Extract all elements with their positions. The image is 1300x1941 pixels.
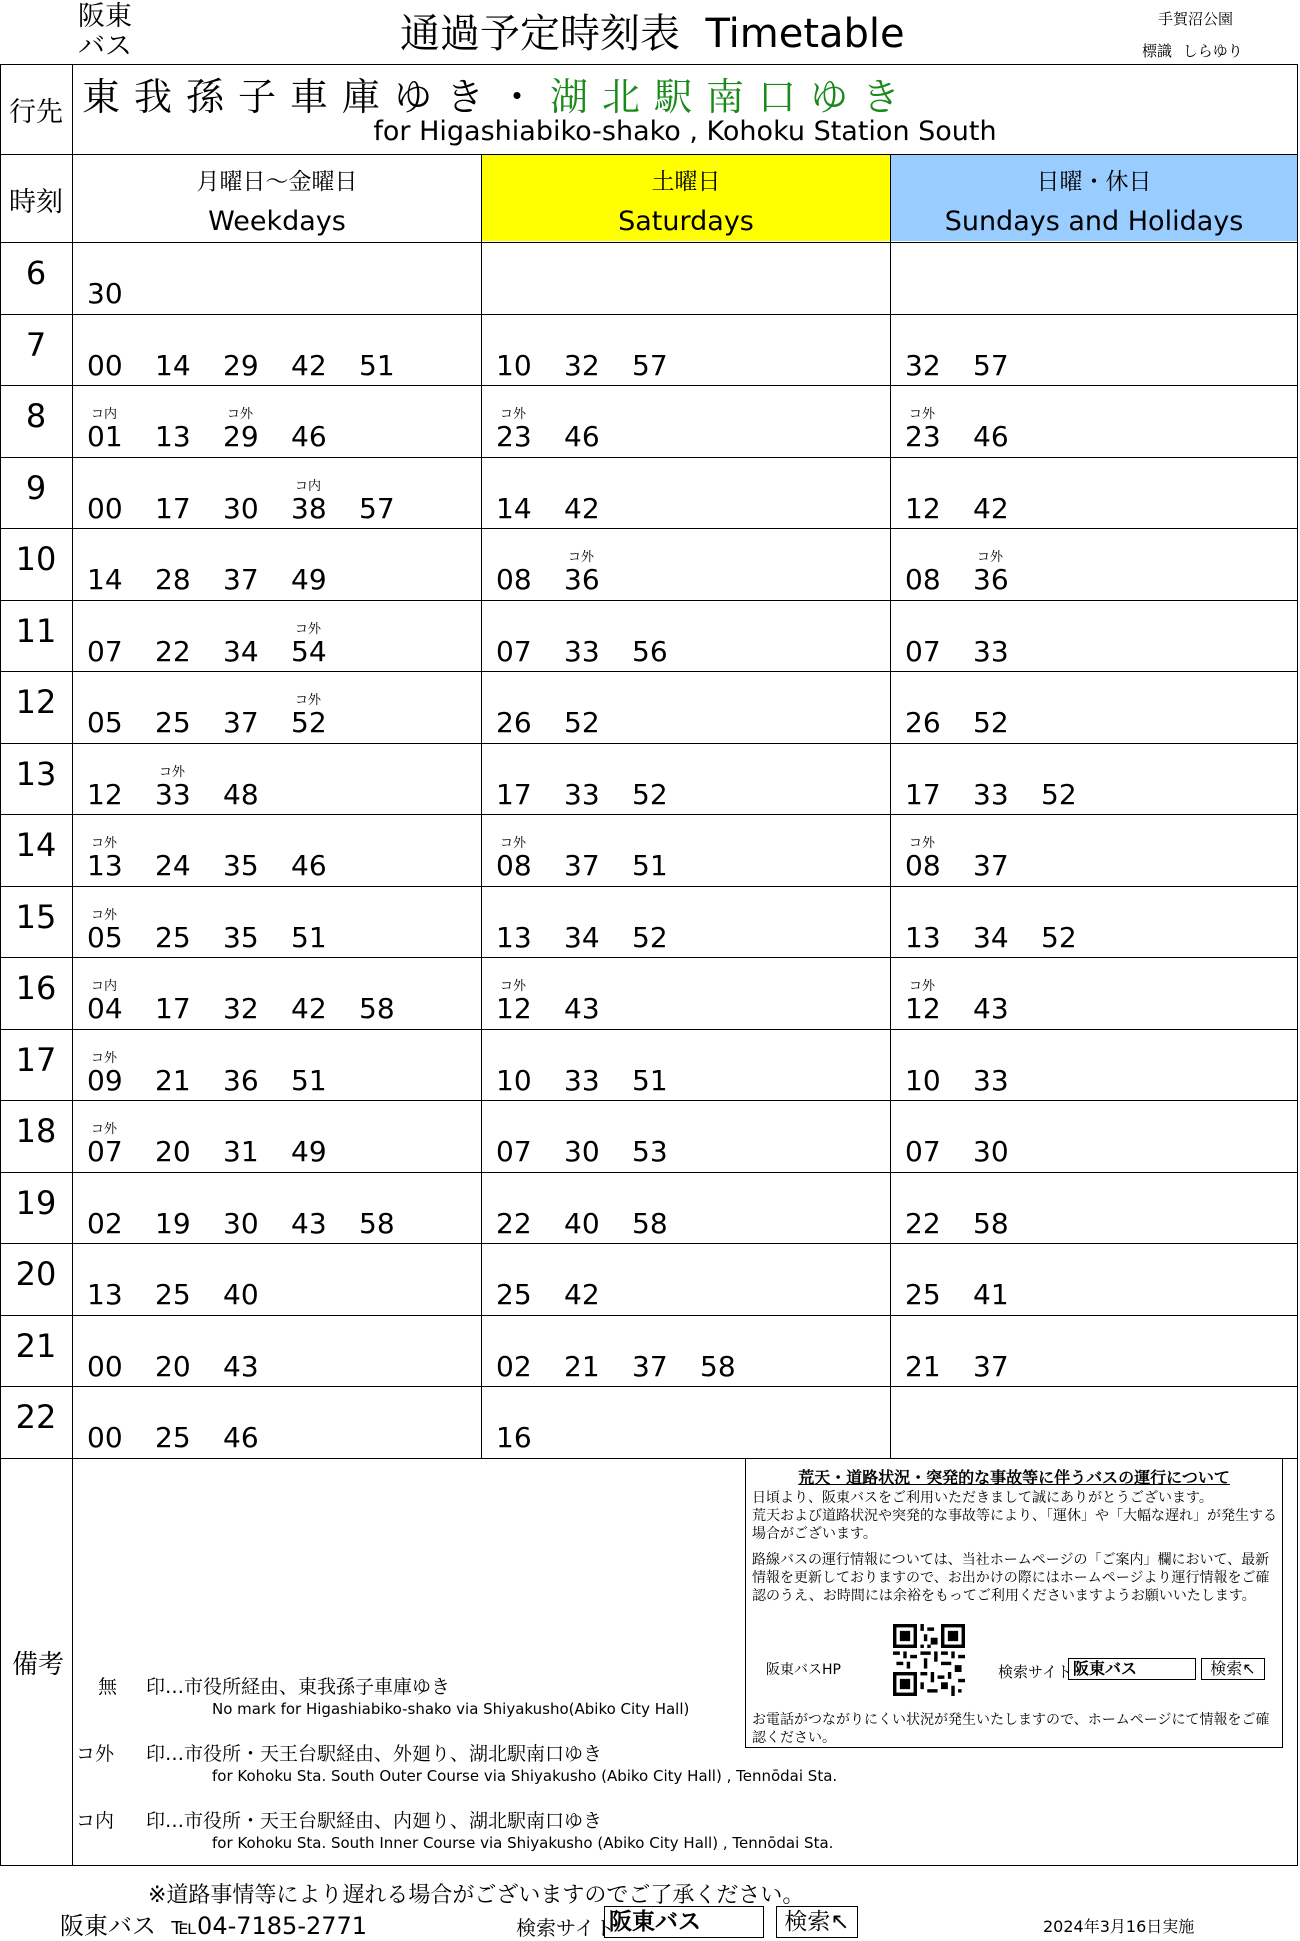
departure-minute: 20: [155, 1135, 191, 1168]
title-en: Timetable: [705, 11, 905, 57]
destination-separator: ・: [498, 75, 551, 119]
hour-label: 19: [15, 1183, 57, 1222]
departure-minute: 29: [223, 420, 259, 453]
departure-minute: 32: [564, 348, 600, 382]
departure-minute: 52: [564, 706, 600, 739]
row-divider: [0, 457, 1298, 458]
footer-contact: [60, 1906, 367, 1941]
departure-minute: 13: [87, 1278, 123, 1311]
route-mark: コ外: [500, 407, 527, 422]
row-divider: [0, 743, 1298, 744]
homepage-label: 阪東バスHP: [766, 1662, 841, 1678]
route-mark: コ外: [977, 550, 1004, 565]
legend-inner-jp: 印…市役所・天王台駅経由、内廻り、湖北駅南口ゆき: [146, 1810, 603, 1832]
route-mark: コ外: [500, 836, 527, 851]
departure-minute: 25: [155, 920, 191, 954]
sign-value: しらゆり: [1182, 42, 1243, 60]
departure-minute: 28: [155, 563, 191, 596]
departure-minute: 13: [905, 920, 941, 954]
departure-minute: 37: [973, 849, 1009, 882]
sign-key: 標識: [1142, 42, 1173, 60]
departure-minute: 17: [155, 491, 191, 525]
legend-outer-jp: 印…市役所・天王台駅経由、外廻り、湖北駅南口ゆき: [146, 1743, 603, 1765]
route-mark: コ外: [295, 693, 322, 708]
departure-minute: 22: [496, 1206, 532, 1240]
departure-minute: 07: [496, 634, 532, 668]
departure-minute: 04: [87, 992, 123, 1025]
departure-minute: 54: [291, 634, 327, 668]
hour-label: 20: [15, 1255, 57, 1293]
column-sundays-jp: 日曜・休日: [1036, 169, 1152, 195]
departure-minute: 58: [359, 992, 395, 1025]
column-sundays-en: Sundays and Holidays: [944, 206, 1244, 237]
footer-search-button-label: 検索: [784, 1909, 831, 1935]
footer-company-name: 阪東バス: [60, 1912, 156, 1940]
departure-minute: 46: [291, 420, 327, 453]
column-divider: [481, 154, 482, 1458]
destination-en: for Higashiabiko-shako , Kohoku Station South: [373, 116, 997, 147]
departure-minute: 52: [1041, 777, 1077, 811]
departure-minute: 35: [223, 849, 259, 882]
departure-minute: 37: [564, 849, 600, 882]
departure-minute: 58: [359, 1206, 395, 1240]
footer-search-input[interactable]: 阪東バス: [604, 1906, 764, 1938]
route-mark: コ外: [500, 979, 527, 994]
route-mark: コ外: [909, 407, 936, 422]
row-divider: [0, 671, 1298, 672]
row-divider: [0, 814, 1298, 815]
route-mark: コ内: [295, 478, 322, 494]
row-divider: [0, 1172, 1298, 1173]
title-jp: 通過予定時刻表: [400, 11, 680, 57]
column-saturdays: [482, 155, 890, 241]
departure-minute: 49: [291, 563, 327, 596]
departure-minute: 57: [632, 348, 668, 382]
departure-minute: 12: [496, 992, 532, 1025]
departure-minute: 09: [87, 1063, 123, 1097]
departure-minute: 00: [87, 491, 123, 525]
departure-minute: 12: [905, 992, 941, 1025]
row-divider: [0, 314, 1298, 315]
departure-minute: 33: [155, 777, 191, 811]
column-saturdays-en: Saturdays: [618, 206, 754, 237]
departure-minute: 43: [291, 1206, 327, 1240]
departure-minute: 25: [155, 1278, 191, 1311]
departure-minute: 52: [632, 777, 668, 811]
departure-minute: 29: [223, 348, 259, 382]
departure-minute: 02: [87, 1206, 123, 1240]
destination-alt: 湖北駅南口ゆき: [550, 75, 915, 119]
route-mark: コ外: [909, 979, 936, 994]
departure-minute: 56: [632, 634, 668, 668]
destination-main: 東我孫子車庫ゆき: [82, 75, 499, 119]
legend-no-mark-en: No mark for Higashiabiko-shako via Shiyakusho(Abiko City Hall): [212, 1700, 690, 1718]
departure-minute: 24: [155, 849, 191, 882]
hour-label: 17: [15, 1040, 57, 1079]
destination-jp: [82, 66, 914, 121]
departure-minute: 37: [223, 706, 259, 739]
departure-minute: 42: [291, 992, 327, 1025]
footer-search-label: 検索サイト: [516, 1916, 615, 1940]
cursor-icon: ↖: [1242, 1659, 1256, 1678]
departure-minute: 22: [155, 634, 191, 668]
departure-minute: 33: [564, 1063, 600, 1097]
departure-minute: 07: [87, 634, 123, 668]
side-divider: [72, 64, 73, 1865]
departure-minute: 36: [564, 563, 600, 596]
departure-minute: 46: [223, 1421, 259, 1454]
row-divider: [0, 385, 1298, 386]
departure-minute: 23: [905, 420, 941, 453]
departure-minute: 46: [564, 420, 600, 453]
departure-minute: 26: [496, 706, 532, 739]
departure-minute: 36: [973, 563, 1009, 596]
route-mark: コ内: [91, 407, 118, 422]
page-title: [400, 10, 905, 58]
departure-minute: 52: [1041, 920, 1077, 954]
cursor-icon: ↖: [830, 1909, 850, 1935]
departure-minute: 37: [632, 1349, 668, 1383]
company-name: [78, 2, 132, 62]
departure-minute: 07: [905, 1135, 941, 1168]
departure-minute: 40: [223, 1278, 259, 1311]
departure-minute: 37: [973, 1349, 1009, 1383]
route-mark: コ内: [91, 979, 118, 994]
departure-minute: 51: [291, 920, 327, 954]
row-divider: [0, 528, 1298, 529]
departure-minute: 30: [973, 1135, 1009, 1168]
departure-minute: 43: [223, 1349, 259, 1383]
departure-minute: 23: [496, 420, 532, 453]
hour-label: 12: [15, 683, 57, 721]
company-name-line2: バス: [78, 31, 132, 62]
hour-label: 22: [15, 1398, 57, 1436]
departure-minute: 33: [973, 1063, 1009, 1097]
legend-outer-symbol: コ外: [76, 1743, 115, 1765]
legend-outer-en: for Kohoku Sta. South Outer Course via Shiyakusho (Abiko City Hall) , Tennōdai Sta.: [212, 1767, 838, 1785]
notice-paragraph-2: 荒天および道路状況や突発的な事故等により、「運休」や「大幅な遅れ」が発生する場合がございます。: [752, 1508, 1277, 1542]
departure-minute: 21: [564, 1349, 600, 1383]
hour-label: 10: [15, 540, 57, 578]
service-notice: [745, 1458, 1283, 1748]
departure-minute: 57: [973, 348, 1009, 382]
departure-minute: 08: [496, 849, 532, 882]
departure-minute: 49: [291, 1135, 327, 1168]
footer-search-button[interactable]: [776, 1906, 858, 1938]
legend-inner-symbol: コ内: [76, 1810, 115, 1832]
departure-minute: 25: [155, 706, 191, 739]
route-mark: コ外: [91, 1122, 118, 1137]
departure-minute: 19: [155, 1206, 191, 1240]
departure-minute: 07: [87, 1135, 123, 1168]
route-mark: コ外: [295, 621, 322, 637]
departure-minute: 10: [496, 348, 532, 382]
departure-minute: 25: [496, 1278, 532, 1311]
departure-minute: 10: [496, 1063, 532, 1097]
effective-date: 2024年3月16日実施: [1043, 1917, 1195, 1936]
departure-minute: 33: [973, 777, 1009, 811]
route-mark: コ外: [227, 407, 254, 422]
route-mark: コ外: [91, 1050, 118, 1066]
departure-minute: 58: [700, 1349, 736, 1383]
departure-minute: 14: [87, 563, 123, 596]
departure-minute: 13: [87, 849, 123, 882]
hour-label: 8: [25, 397, 47, 435]
departure-minute: 42: [291, 348, 327, 382]
departure-minute: 34: [223, 634, 259, 668]
row-divider: [0, 242, 1298, 243]
notice-search-input[interactable]: 阪東バス: [1068, 1658, 1196, 1680]
departure-minute: 17: [155, 992, 191, 1025]
notice-title: 荒天・道路状況・突発的な事故等に伴うバスの運行について: [798, 1468, 1230, 1487]
departure-minute: 02: [496, 1349, 532, 1383]
departure-minute: 52: [632, 920, 668, 954]
legend-no-mark-jp: 印…市役所経由、東我孫子車庫ゆき: [146, 1676, 451, 1698]
sign-label: [1142, 40, 1243, 61]
departure-minute: 32: [905, 348, 941, 382]
departure-minute: 53: [632, 1135, 668, 1168]
departure-minute: 35: [223, 920, 259, 954]
stop-name: 手賀沼公園: [1158, 10, 1234, 28]
time-label: 時刻: [9, 187, 63, 218]
row-divider: [0, 1029, 1298, 1030]
column-weekdays-en: Weekdays: [208, 206, 346, 237]
departure-minute: 38: [291, 491, 327, 525]
departure-minute: 46: [973, 420, 1009, 453]
hour-label: 7: [25, 325, 47, 364]
departure-minute: 34: [564, 920, 600, 954]
departure-minute: 42: [564, 1278, 600, 1311]
departure-minute: 52: [973, 706, 1009, 739]
notice-search-button-label: 検索: [1210, 1659, 1243, 1678]
departure-minute: 30: [87, 277, 123, 310]
legend-no-mark-symbol: 無: [98, 1676, 118, 1698]
destination-label: 行先: [9, 97, 63, 128]
column-weekdays: [73, 155, 481, 241]
row-divider: [0, 957, 1298, 958]
departure-minute: 00: [87, 1421, 123, 1454]
departure-minute: 30: [564, 1135, 600, 1168]
departure-minute: 05: [87, 706, 123, 739]
route-mark: コ外: [91, 907, 118, 923]
departure-minute: 58: [973, 1206, 1009, 1240]
departure-minute: 01: [87, 420, 123, 453]
departure-minute: 37: [223, 563, 259, 596]
departure-minute: 30: [223, 491, 259, 525]
hour-label: 13: [15, 754, 57, 793]
departure-minute: 00: [87, 1349, 123, 1383]
notes-label: 備考: [12, 1650, 65, 1680]
hour-label: 14: [15, 826, 57, 864]
hour-label: 21: [15, 1326, 57, 1365]
departure-minute: 57: [359, 491, 395, 525]
departure-minute: 26: [905, 706, 941, 739]
departure-minute: 14: [496, 491, 532, 525]
notice-search-button[interactable]: [1201, 1658, 1265, 1680]
notice-paragraph-1: 日頃より、阪東バスをご利用いただきまして誠にありがとうございます。: [752, 1490, 1213, 1506]
column-weekdays-jp: 月曜日～金曜日: [196, 169, 358, 195]
departure-minute: 13: [496, 920, 532, 954]
departure-minute: 30: [223, 1206, 259, 1240]
route-mark: コ外: [91, 836, 118, 851]
hour-label: 18: [15, 1112, 57, 1150]
departure-minute: 12: [905, 491, 941, 525]
departure-minute: 08: [905, 563, 941, 596]
departure-minute: 12: [87, 777, 123, 811]
delay-note: ※道路事情等により遅れる場合がございますのでご了承ください。: [148, 1883, 805, 1908]
departure-minute: 43: [973, 992, 1009, 1025]
route-mark: コ外: [159, 764, 186, 780]
hour-label: 6: [25, 254, 47, 292]
row-divider: [0, 1315, 1298, 1316]
departure-minute: 40: [564, 1206, 600, 1240]
column-sundays: [891, 155, 1297, 241]
departure-minute: 21: [905, 1349, 941, 1383]
notice-paragraph-4: お電話がつながりにくい状況が発生いたしますので、ホームページにて情報をご確認ください。: [752, 1712, 1270, 1746]
row-divider: [0, 1386, 1298, 1387]
row-divider: [0, 1100, 1298, 1101]
notice-search-label: 検索サイト: [998, 1663, 1072, 1681]
hour-label: 15: [15, 897, 57, 936]
departure-minute: 42: [973, 491, 1009, 525]
header-divider: [0, 154, 1298, 155]
column-divider: [890, 154, 891, 1458]
departure-minute: 05: [87, 920, 123, 954]
departure-minute: 20: [155, 1349, 191, 1383]
departure-minute: 21: [155, 1063, 191, 1097]
departure-minute: 58: [632, 1206, 668, 1240]
row-divider: [0, 886, 1298, 887]
route-mark: コ外: [909, 836, 936, 851]
departure-minute: 41: [973, 1278, 1009, 1311]
departure-minute: 46: [291, 849, 327, 882]
departure-minute: 51: [359, 348, 395, 382]
departure-minute: 13: [155, 420, 191, 453]
departure-minute: 07: [496, 1135, 532, 1168]
footer-phone: ℡04-7185-2771: [171, 1912, 368, 1940]
departure-minute: 25: [905, 1278, 941, 1311]
hour-label: 9: [25, 468, 47, 507]
departure-minute: 33: [973, 634, 1009, 668]
column-saturdays-jp: 土曜日: [651, 169, 721, 195]
departure-minute: 10: [905, 1063, 941, 1097]
departure-minute: 25: [155, 1421, 191, 1454]
departure-minute: 07: [905, 634, 941, 668]
departure-minute: 34: [973, 920, 1009, 954]
route-mark: コ外: [568, 550, 595, 565]
departure-minute: 31: [223, 1135, 259, 1168]
departure-minute: 36: [223, 1063, 259, 1097]
departure-minute: 08: [496, 563, 532, 596]
company-name-line1: 阪東: [78, 1, 132, 32]
departure-minute: 32: [223, 992, 259, 1025]
hour-label: 11: [15, 611, 57, 650]
departure-minute: 14: [155, 348, 191, 382]
departure-minute: 33: [564, 634, 600, 668]
departure-minute: 51: [632, 1063, 668, 1097]
departure-minute: 17: [905, 777, 941, 811]
notice-paragraph-3: 路線バスの運行情報については、当社ホームページの「ご案内」欄において、最新情報を更新しておりますので、お出かけの際にはホームページより運行情報をご確認のうえ、お時間には余裕をもってご利用くださいますようお願いいたします。: [752, 1552, 1270, 1604]
departure-minute: 51: [632, 849, 668, 882]
departure-minute: 17: [496, 777, 532, 811]
departure-minute: 43: [564, 992, 600, 1025]
hour-label: 16: [15, 969, 57, 1007]
departure-minute: 48: [223, 777, 259, 811]
qr-code-icon[interactable]: [893, 1624, 965, 1696]
departure-minute: 33: [564, 777, 600, 811]
departure-minute: 22: [905, 1206, 941, 1240]
departure-minute: 42: [564, 491, 600, 525]
departure-minute: 51: [291, 1063, 327, 1097]
departure-minute: 00: [87, 348, 123, 382]
legend-inner-en: for Kohoku Sta. South Inner Course via Shiyakusho (Abiko City Hall) , Tennōdai Sta.: [212, 1834, 834, 1852]
departure-minute: 52: [291, 706, 327, 739]
row-divider: [0, 600, 1298, 601]
departure-minute: 08: [905, 849, 941, 882]
departure-minute: 16: [496, 1421, 532, 1454]
row-divider: [0, 1243, 1298, 1244]
